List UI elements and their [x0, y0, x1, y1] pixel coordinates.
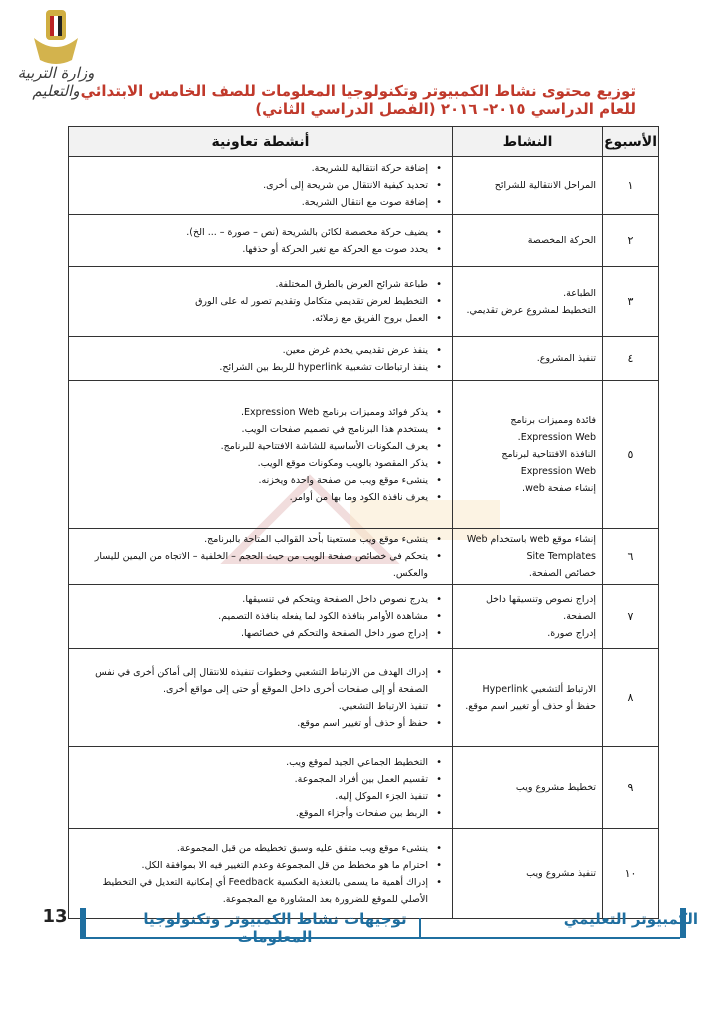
- list-item: • يعرف نافذة الكود وما بها من أوامر.: [73, 489, 442, 506]
- footer-title: توجيهات نشاط الكمبيوتر وتكنولوجيا المعلومات: [143, 910, 407, 946]
- table-row: [69, 747, 659, 829]
- week-number: ٢: [603, 215, 659, 267]
- list-item: • يدرج نصوص داخل الصفحة ويتحكم في تنسيقها.: [73, 591, 442, 608]
- list-item: • ينفذ ارتباطات تشعبية hyperlink للربط بين الشرائح.: [73, 359, 442, 376]
- cooperative-list: [73, 224, 442, 258]
- content-table: [68, 126, 659, 919]
- activity-text: التخطيط لمشروع عرض تقديمي.: [466, 304, 596, 316]
- activity-text: إنشاء موقع web باستخدام Web Site Templates: [466, 534, 596, 562]
- activity-cell: [453, 381, 603, 529]
- list-item: • تقسيم العمل بين أفراد المجموعة.: [73, 771, 442, 788]
- activity-cell: [453, 529, 603, 585]
- activity-cell: [453, 267, 603, 337]
- activity-text: النافذة الافتتاحية لبرنامج Expression Web: [501, 449, 596, 477]
- list-item: • إدراك أهمية ما يسمى بالتغذية العكسية Feedback أي إمكانية التعديل في التخطيط الأصلي للموقع للضرورة بعد المشاورة مع المجموعة.: [73, 874, 442, 908]
- table-row: [69, 157, 659, 215]
- list-item: • إضافة صوت مع انتقال الشريحة.: [73, 194, 442, 211]
- activity-text: فائدة ومميزات برنامج Expression Web.: [510, 415, 596, 443]
- activity-cell: [453, 157, 603, 215]
- week-number: ٨: [603, 649, 659, 747]
- list-item: • إدراج صور داخل الصفحة والتحكم في خصائصها.: [73, 625, 442, 642]
- table-row: [69, 585, 659, 649]
- cooperative-cell: [69, 267, 453, 337]
- list-item: • إضافة حركة انتقالية للشريحة.: [73, 160, 442, 177]
- list-item: • تحديد كيفية الانتقال من شريحة إلى أخرى.: [73, 177, 442, 194]
- activity-text: تنفيذ المشروع.: [536, 353, 596, 364]
- week-number: ١: [603, 157, 659, 215]
- list-item: • ينشىء موقع ويب متفق عليه وسبق تخطيطه من قبل المجموعة.: [73, 840, 442, 857]
- list-item: • يستخدم هذا البرنامج في تصميم صفحات الويب.: [73, 421, 442, 438]
- activity-text: المراحل الانتقالية للشرائح: [494, 180, 596, 191]
- week-number: ٧: [603, 585, 659, 649]
- list-item: • يذكر المقصود بالويب ومكونات موقع الويب.: [73, 455, 442, 472]
- ministry-logo-text: وزارة التربية والتعليم: [17, 64, 95, 100]
- list-item: • الربط بين صفحات وأجزاء الموقع.: [73, 805, 442, 822]
- activity-text: إدراج نصوص وتنسيقها داخل الصفحة.: [485, 594, 596, 622]
- list-item: • مشاهدة الأوامر بنافذة الكود لما يفعله بنافذة التصميم.: [73, 608, 442, 625]
- table-row: [69, 337, 659, 381]
- list-item: • تنفيذ الجزء الموكل إليه.: [73, 788, 442, 805]
- list-item: • يضيف حركة مخصصة لكائن بالشريحة (نص – صورة – ... الخ).: [73, 224, 442, 241]
- activity-text: تنفيذ مشروع ويب: [526, 868, 596, 879]
- header-cooperative: أنشطة تعاونية: [69, 127, 453, 157]
- cooperative-cell: [69, 157, 453, 215]
- list-item: • ينفذ عرض تقديمي يخدم غرض معين.: [73, 342, 442, 359]
- activity-text: تخطيط مشروع ويب: [515, 782, 596, 793]
- cooperative-list: [73, 531, 442, 582]
- list-item: • يتحكم في خصائص صفحة الويب من حيث الحجم – الخلفية – الاتجاه من اليمين لليسار والعكس.: [73, 548, 442, 582]
- week-number: ٩: [603, 747, 659, 829]
- header-activity: النشاط: [453, 127, 603, 157]
- cooperative-list: [73, 342, 442, 376]
- page-title: توزيع محتوى نشاط الكمبيوتر وتكنولوجيا المعلومات للصف الخامس الابتدائي: [80, 82, 636, 100]
- activity-text: الطباعة.: [563, 287, 596, 299]
- activity-text: خصائص الصفحة.: [528, 568, 596, 579]
- activity-text: حفظ أو حذف أو تغيير اسم موقع.: [465, 700, 596, 712]
- page-number: 13: [42, 906, 68, 927]
- cooperative-cell: [69, 747, 453, 829]
- page-subtitle: للعام الدراسي ٢٠١٥- ٢٠١٦ (الفصل الدراسي الثاني): [255, 100, 636, 118]
- cooperative-list: [73, 840, 442, 908]
- activity-text: الارتباط ألتشعبي Hyperlink: [482, 683, 596, 695]
- cooperative-list: [73, 664, 442, 732]
- cooperative-list: [73, 276, 442, 327]
- activity-cell: [453, 649, 603, 747]
- list-item: • يذكر فوائد ومميزات برنامج Expression Web.: [73, 404, 442, 421]
- cooperative-cell: [69, 215, 453, 267]
- cooperative-cell: [69, 529, 453, 585]
- table-row: [69, 529, 659, 585]
- cooperative-cell: [69, 585, 453, 649]
- cooperative-list: [73, 591, 442, 642]
- activity-cell: [453, 747, 603, 829]
- list-item: • إدراك الهدف من الارتباط التشعبي وخطوات تنفيذه للانتقال إلى أماكن أخرى في نفس الصفحة أو إلى صفحات أخرى داخل الموقع أو حتى إلى مواقع أخرى.: [73, 664, 442, 698]
- list-item: • ينشىء موقع ويب مستعينا بأحد القوالب المتاحة بالبرنامج.: [73, 531, 442, 548]
- list-item: • يحدد صوت مع الحركة مع تغير الحركة أو حذفها.: [73, 241, 442, 258]
- week-number: ٦: [603, 529, 659, 585]
- cooperative-cell: [69, 381, 453, 529]
- cooperative-list: [73, 160, 442, 211]
- cooperative-cell: [69, 649, 453, 747]
- list-item: • التخطيط لعرض تقديمي متكامل وتقديم تصور له على الورق: [73, 293, 442, 310]
- activity-cell: [453, 215, 603, 267]
- list-item: • العمل بروح الفريق مع زملائه.: [73, 310, 442, 327]
- week-number: ٤: [603, 337, 659, 381]
- activity-text: إدراج صورة.: [547, 628, 596, 639]
- week-number: ١٠: [603, 829, 659, 919]
- week-number: ٥: [603, 381, 659, 529]
- cooperative-cell: [69, 337, 453, 381]
- table-header-row: [69, 127, 659, 157]
- cooperative-list: [73, 754, 442, 822]
- table-row: [69, 267, 659, 337]
- list-item: • طباعة شرائح العرض بالطرق المختلفة.: [73, 276, 442, 293]
- activity-text: إنشاء صفحة web.: [522, 483, 596, 494]
- list-item: • يعرف المكونات الأساسية للشاشة الافتتاحية للبرنامج.: [73, 438, 442, 455]
- list-item: • التخطيط الجماعي الجيد لموقع ويب.: [73, 754, 442, 771]
- activity-cell: [453, 337, 603, 381]
- list-item: • احترام ما هو مخطط من قل المجموعة وعدم التغيير فيه الا بموافقة الكل.: [73, 857, 442, 874]
- table-row: [69, 381, 659, 529]
- table-row: [69, 215, 659, 267]
- list-item: • ينشىء موقع ويب من صفحة واحدة ويخزنه.: [73, 472, 442, 489]
- list-item: • تنفيذ الارتباط التشعبي.: [73, 698, 442, 715]
- footer-brand: الكمبيوتر التعليمي: [563, 910, 698, 928]
- cooperative-list: [73, 404, 442, 506]
- activity-cell: [453, 585, 603, 649]
- activity-text: الحركة المخصصة: [527, 235, 596, 246]
- table-row: [69, 649, 659, 747]
- week-number: ٣: [603, 267, 659, 337]
- list-item: • حفظ أو حذف أو تغيير اسم موقع.: [73, 715, 442, 732]
- header-week: الأسبوع: [603, 127, 659, 157]
